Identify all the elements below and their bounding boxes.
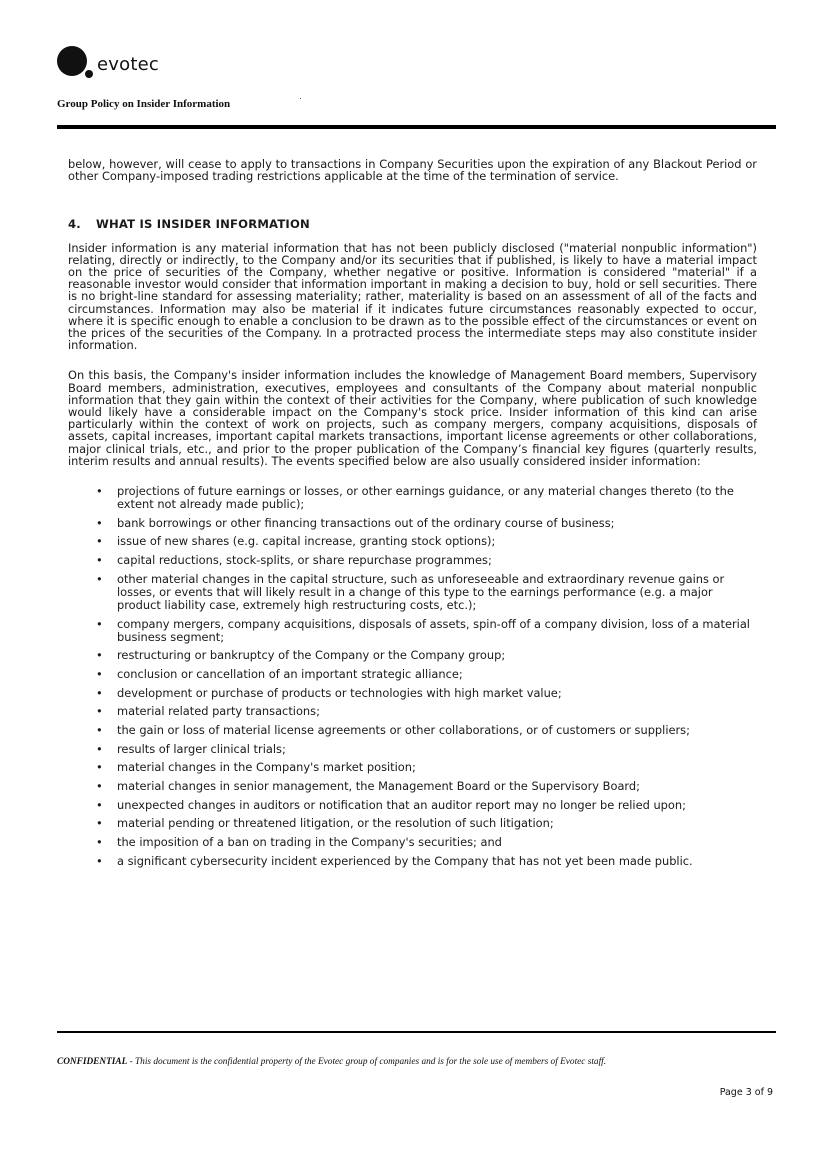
bullet-icon: • [96,515,103,530]
list-item [96,573,757,612]
list-item-text: unexpected changes in auditors or notification that an auditor report may no longer be relied upon; [117,797,686,812]
list-item-text: other material changes in the capital structure, such as unforeseeable and extraordinary revenue gains or losses, or events that will likely result in a change of this type to the earnings performance (e.g. a major product liability case, extremely high restructuring costs, etc.); [117,571,725,612]
bullet-icon: • [96,666,103,681]
list-item-text: restructuring or bankruptcy of the Company or the Company group; [117,648,506,663]
list-item-text: results of larger clinical trials; [117,741,286,756]
definition-paragraph: Insider information is any material information that has not been publicly disclosed ("material nonpublic information") relating, directly or indirectly, to the Company and/or its securities that if published, is likely to have a material impact on the price of securities of the Company, whether negative or positive. Information is considered "material" if a reasonable investor would consider that information important in making a decision to buy, hold or sell securities. There is no bright-line standard for assessing materiality; rather, materiality is based on an assessment of all of the facts and circumstances. Information may also be material if it indicates future circumstances reasonably expected to occur, where it is specific enough to enable a conclusion to be drawn as to the possible effect of the circumstances or event on the prices of the securities of the Company. In a protracted process the intermediate steps may also constitute insider information. [68,240,757,353]
confidential-notice [57,1057,606,1067]
bullet-icon: • [96,534,103,549]
bullet-icon: • [96,853,103,868]
bullet-icon: • [96,571,103,586]
section-number: 4. [68,217,81,232]
list-item-text: material pending or threatened litigation, or the resolution of such litigation; [117,816,554,831]
list-item-text: issue of new shares (e.g. capital increase, granting stock options); [117,534,496,549]
list-item-text: material related party transactions; [117,704,320,719]
intro-paragraph: below, however, will cease to apply to transactions in Company Securities upon the expiration of any Blackout Period or other Company-imposed trading restrictions applicable at the time of the termination of service. [68,157,757,184]
bullet-icon: • [96,741,103,756]
list-item-text: material changes in the Company's market position; [117,760,416,775]
list-item [96,780,757,793]
confidential-label: CONFIDENTIAL [57,1057,128,1067]
list-item [96,554,757,567]
list-item [96,668,757,681]
list-item [96,855,757,868]
list-item [96,535,757,548]
insider-events-list [68,485,757,868]
list-item [96,517,757,530]
bullet-icon: • [96,685,103,700]
logo-circle-icon [57,46,87,76]
bullet-icon: • [96,484,103,499]
bullet-icon: • [96,760,103,775]
bullet-icon: • [96,553,103,568]
policy-title: Group Policy on Insider Information [57,98,231,110]
list-item-text: the gain or loss of material license agreements or other collaborations, or of customers or suppliers; [117,722,690,737]
logo-small-dot-icon [85,70,93,78]
list-item-text: the imposition of a ban on trading in the Company's securities; and [117,835,502,850]
stray-mark [300,98,301,99]
confidential-text: - This document is the confidential property of the Evotec group of companies and is for the sole use of members of Evotec staff. [127,1057,607,1067]
list-item-text: material changes in senior management, the Management Board or the Supervisory Board; [117,779,640,793]
list-item-text: company mergers, company acquisitions, disposals of assets, spin-off of a company division, loss of a material business segment; [117,616,750,644]
page-number: Page 3 of 9 [719,1087,773,1098]
list-item [96,618,757,644]
list-item-text: capital reductions, stock-splits, or share repurchase programmes; [117,553,492,568]
list-item [96,817,757,830]
bullet-icon: • [96,816,103,831]
list-item-text: bank borrowings or other financing transactions out of the ordinary course of business; [117,515,615,530]
bullet-icon: • [96,835,103,850]
evotec-logo [57,46,237,86]
list-item-text: conclusion or cancellation of an important strategic alliance; [117,666,463,681]
bullet-icon: • [96,616,103,631]
list-item [96,649,757,662]
bullet-icon: • [96,797,103,812]
bullet-icon: • [96,648,103,663]
header-divider [57,125,776,129]
list-item [96,705,757,718]
page-content [68,158,757,873]
bullet-icon: • [96,722,103,737]
list-item [96,724,757,737]
logo-text: evotec [97,54,159,75]
basis-paragraph: On this basis, the Company's insider information includes the knowledge of Management Board members, Supervisory Board members, administration, executives, employees and consultants of the Company about material nonpublic information that they gain within the context of their activities for the Company, where publication of such knowledge would likely have a considerable impact on the Company's stock price. Insider information of this kind can arise particularly within the context of work on projects, such as company mergers, company acquisitions, disposals of assets, capital increases, important capital markets transactions, important license agreements or other collaborations, major clinical trials, etc., and prior to the proper publication of the Company’s financial key figures (quarterly results, interim results and annual results). The events specified below are also usually considered insider information: [68,368,757,468]
section-heading [68,218,757,230]
section-title: WHAT IS INSIDER INFORMATION [96,217,310,232]
list-item [96,687,757,700]
list-item [96,761,757,774]
list-item-text: development or purchase of products or technologies with high market value; [117,685,562,700]
list-item [96,485,757,511]
list-item-text: projections of future earnings or losses, or other earnings guidance, or any material changes thereto (to the extent not already made public); [117,484,734,512]
bullet-icon: • [96,704,103,719]
list-item-text: a significant cybersecurity incident experienced by the Company that has not yet been made public. [117,853,693,868]
bullet-icon: • [96,779,103,793]
list-item [96,799,757,812]
list-item [96,836,757,849]
footer-divider [57,1031,776,1033]
list-item [96,743,757,756]
